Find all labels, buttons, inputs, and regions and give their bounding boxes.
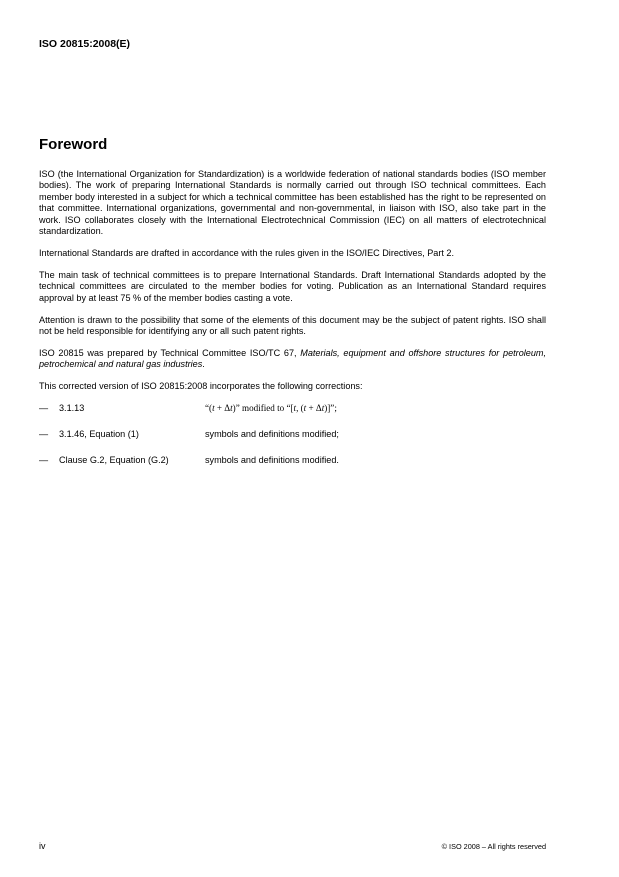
list-item [39,403,546,414]
committee-scope-text: Materials, equipment and offshore structures for petroleum, petrochemical and natural gas industries [39,347,546,370]
paragraph-corrections-intro: This corrected version of ISO 20815:2008 incorporates the following corrections: [39,381,363,392]
foreword-body [39,169,546,480]
page-number: iv [39,841,46,851]
paragraph-drafting-rules: International Standards are drafted in accordance with the rules given in the ISO/IEC Directives, Part 2. [39,247,454,258]
paragraph-patent-rights: Attention is drawn to the possibility that some of the elements of this document may be the subject of patent rights. ISO shall not be held responsible for identifying any or all such patent rights. [39,314,546,336]
list-dash: — [39,403,49,414]
correction-description: “(t + Δt)” modified to “[t, (t + Δt)]”; [205,403,337,414]
correction-reference: 3.1.13 [59,403,85,414]
correction-reference: Clause G.2, Equation (G.2) [59,454,169,465]
paragraph-prepared-by [39,348,546,371]
prepared-by-end: . [202,359,205,370]
correction-description: symbols and definitions modified. [205,454,339,465]
correction-description: symbols and definitions modified; [205,428,339,439]
list-item [39,429,546,440]
page-title: Foreword [39,136,108,153]
corrections-list [39,403,546,466]
list-dash: — [39,428,49,439]
list-dash: — [39,454,49,465]
paragraph-technical-committees: The main task of technical committees is to prepare International Standards. Draft International Standards adopted by the technical committees are circulated to the member bodies for voting. Publication as an International Standard requires approval by at least 75 % of the member bodies casting a vote. [39,269,546,303]
copyright-notice: © ISO 2008 – All rights reserved [441,842,546,851]
list-item [39,455,546,466]
prepared-by-text: ISO 20815 was prepared by Technical Committee ISO/TC 67, [39,347,301,358]
correction-reference: 3.1.46, Equation (1) [59,428,139,439]
document-id-header: ISO 20815:2008(E) [39,38,131,50]
paragraph-iso-overview: ISO (the International Organization for Standardization) is a worldwide federation of national standards bodies (ISO member bodies). The work of preparing International Standards is normally carried out through ISO technical committees. Each member body interested in a subject for which a technical committee has been established has the right to be represented on that committee. International organizations, governmental and non-governmental, in liaison with ISO, also take part in the work. ISO collaborates closely with the International Electrotechnical Commission (IEC) on all matters of electrotechnical standardization. [39,169,546,237]
